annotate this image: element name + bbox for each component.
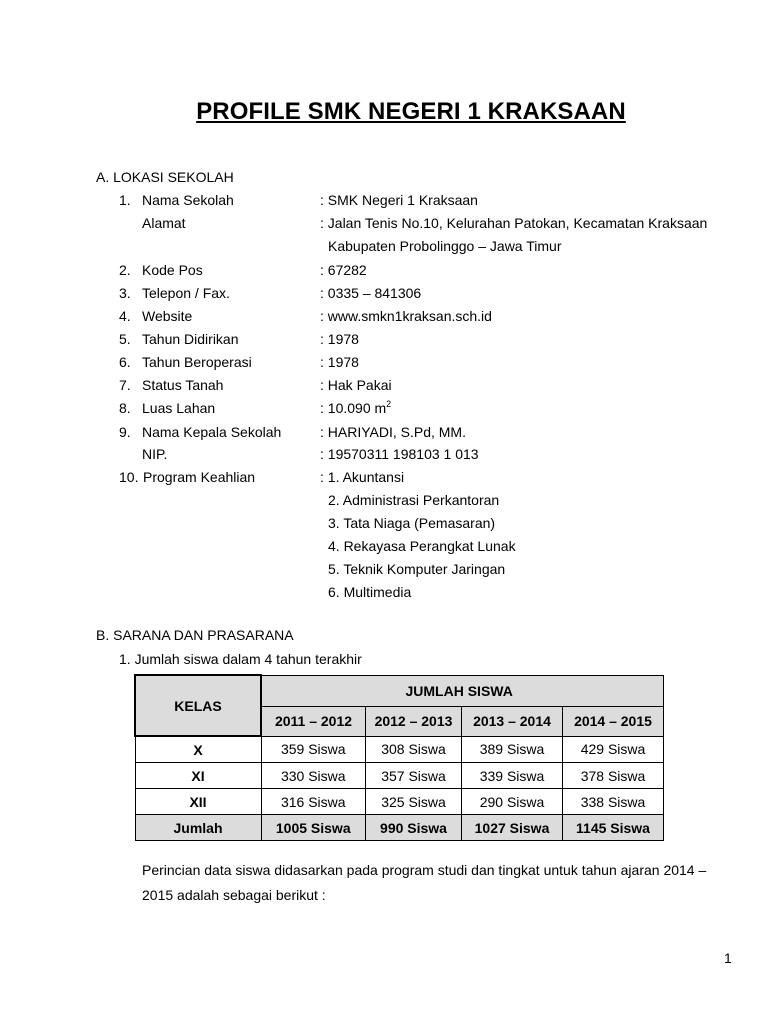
- item-number: 10.: [119, 469, 139, 485]
- item-label: Luas Lahan: [142, 400, 216, 416]
- program-item: 3. Tata Niaga (Pemasaran): [328, 515, 496, 531]
- item-value: [320, 377, 392, 394]
- siswa-cell: 339 Siswa: [462, 763, 563, 789]
- item-value: [320, 469, 404, 486]
- item-number: 5.: [119, 331, 131, 347]
- item-label: Telepon / Fax.: [142, 285, 230, 301]
- item-value: [320, 424, 466, 441]
- table-row: [135, 736, 664, 763]
- item-value: [328, 238, 561, 255]
- item-value: [320, 400, 391, 417]
- page-title: PROFILE SMK NEGERI 1 KRAKSAAN: [196, 98, 626, 125]
- kelas-cell: X: [135, 736, 261, 763]
- program-item: 4. Rekayasa Perangkat Lunak: [328, 538, 516, 554]
- item-value: [320, 331, 359, 348]
- item-value-text: Kabupaten Probolinggo – Jawa Timur: [328, 238, 562, 254]
- item-value-text: : www.smkn1kraksan.sch.id: [320, 308, 492, 324]
- table-row: [135, 789, 664, 815]
- year-header: 2012 – 2013: [366, 706, 462, 736]
- section-b-heading: B. SARANA DAN PRASARANA: [96, 627, 294, 643]
- siswa-cell: 290 Siswa: [462, 789, 563, 815]
- item-number: 1.: [119, 192, 131, 208]
- item-label: Kode Pos: [142, 262, 203, 278]
- table-row: [135, 763, 664, 789]
- paragraph-line: 2015 adalah sebagai berikut :: [142, 887, 326, 903]
- superscript: 2: [386, 399, 392, 409]
- siswa-cell: 338 Siswa: [563, 789, 664, 815]
- item-value-text: : 10.090 m: [320, 400, 387, 416]
- item-value-text: : Hak Pakai: [320, 377, 392, 393]
- jumlah-siswa-table: [134, 674, 664, 841]
- siswa-cell: 308 Siswa: [366, 736, 462, 763]
- siswa-cell: 359 Siswa: [261, 736, 366, 763]
- total-label: Jumlah: [135, 815, 261, 841]
- item-value-text: : HARIYADI, S.Pd, MM.: [320, 424, 466, 440]
- item-number: 8.: [119, 400, 131, 416]
- total-cell: 990 Siswa: [366, 815, 462, 841]
- page-number: 1: [724, 950, 732, 966]
- item-label: Website: [142, 308, 193, 324]
- year-header: 2013 – 2014: [462, 706, 563, 736]
- kelas-cell: XI: [135, 763, 261, 789]
- item-label: Tahun Didirikan: [142, 331, 239, 347]
- year-header: 2011 – 2012: [261, 706, 366, 736]
- jumlah-siswa-header: JUMLAH SISWA: [366, 675, 664, 706]
- program-item: 6. Multimedia: [328, 584, 412, 600]
- item-value-text: : 19570311 198103 1 013: [320, 446, 479, 462]
- total-cell: 1005 Siswa: [261, 815, 366, 841]
- item-value: [320, 285, 421, 302]
- paragraph-line: Perincian data siswa didasarkan pada program studi dan tingkat untuk tahun ajaran 2014 –: [142, 862, 707, 878]
- item-label: Tahun Beroperasi: [142, 354, 252, 370]
- item-value: [320, 446, 479, 463]
- item-label: Alamat: [142, 215, 186, 231]
- item-value-text: : Jalan Tenis No.10, Kelurahan Patokan, Kecamatan Kraksaan: [320, 215, 708, 231]
- program-item: 2. Administrasi Perkantoran: [328, 492, 500, 508]
- item-number: 4.: [119, 308, 131, 324]
- item-label: Nama Sekolah: [142, 192, 234, 208]
- item-number: 7.: [119, 377, 131, 393]
- siswa-cell: 429 Siswa: [563, 736, 664, 763]
- siswa-cell: 378 Siswa: [563, 763, 664, 789]
- item-value-text: : 1978: [320, 354, 359, 370]
- total-row: [135, 815, 664, 841]
- siswa-cell: 316 Siswa: [261, 789, 366, 815]
- item-label: Status Tanah: [142, 377, 224, 393]
- item-value: [320, 308, 492, 325]
- siswa-cell: 325 Siswa: [366, 789, 462, 815]
- siswa-cell: 389 Siswa: [462, 736, 563, 763]
- item-value-text: : 1978: [320, 331, 359, 347]
- item-number: 3.: [119, 285, 131, 301]
- item-label: NIP.: [142, 446, 168, 462]
- item-value: [320, 192, 478, 209]
- item-value: [320, 354, 359, 371]
- total-cell: 1027 Siswa: [462, 815, 563, 841]
- program-item: 5. Teknik Komputer Jaringan: [328, 561, 506, 577]
- siswa-cell: 330 Siswa: [261, 763, 366, 789]
- header-spacer: [261, 675, 366, 706]
- section-b-subheading: 1. Jumlah siswa dalam 4 tahun terakhir: [119, 651, 362, 667]
- item-value-text: : 0335 – 841306: [320, 285, 422, 301]
- item-number: 6.: [119, 354, 131, 370]
- year-header: 2014 – 2015: [563, 706, 664, 736]
- section-a-heading: A. LOKASI SEKOLAH: [96, 169, 234, 185]
- kelas-header: KELAS: [135, 675, 261, 736]
- item-number: 9.: [119, 424, 131, 440]
- siswa-cell: 357 Siswa: [366, 763, 462, 789]
- item-value-text: : 67282: [320, 262, 367, 278]
- item-value: [320, 215, 707, 232]
- item-value-text: : SMK Negeri 1 Kraksaan: [320, 192, 478, 208]
- item-label: Program Keahlian: [143, 469, 256, 485]
- item-number: 2.: [119, 262, 131, 278]
- total-cell: 1145 Siswa: [563, 815, 664, 841]
- kelas-cell: XII: [135, 789, 261, 815]
- item-value-text: : 1. Akuntansi: [320, 469, 405, 485]
- item-value: [320, 262, 367, 279]
- item-label: Nama Kepala Sekolah: [142, 424, 282, 440]
